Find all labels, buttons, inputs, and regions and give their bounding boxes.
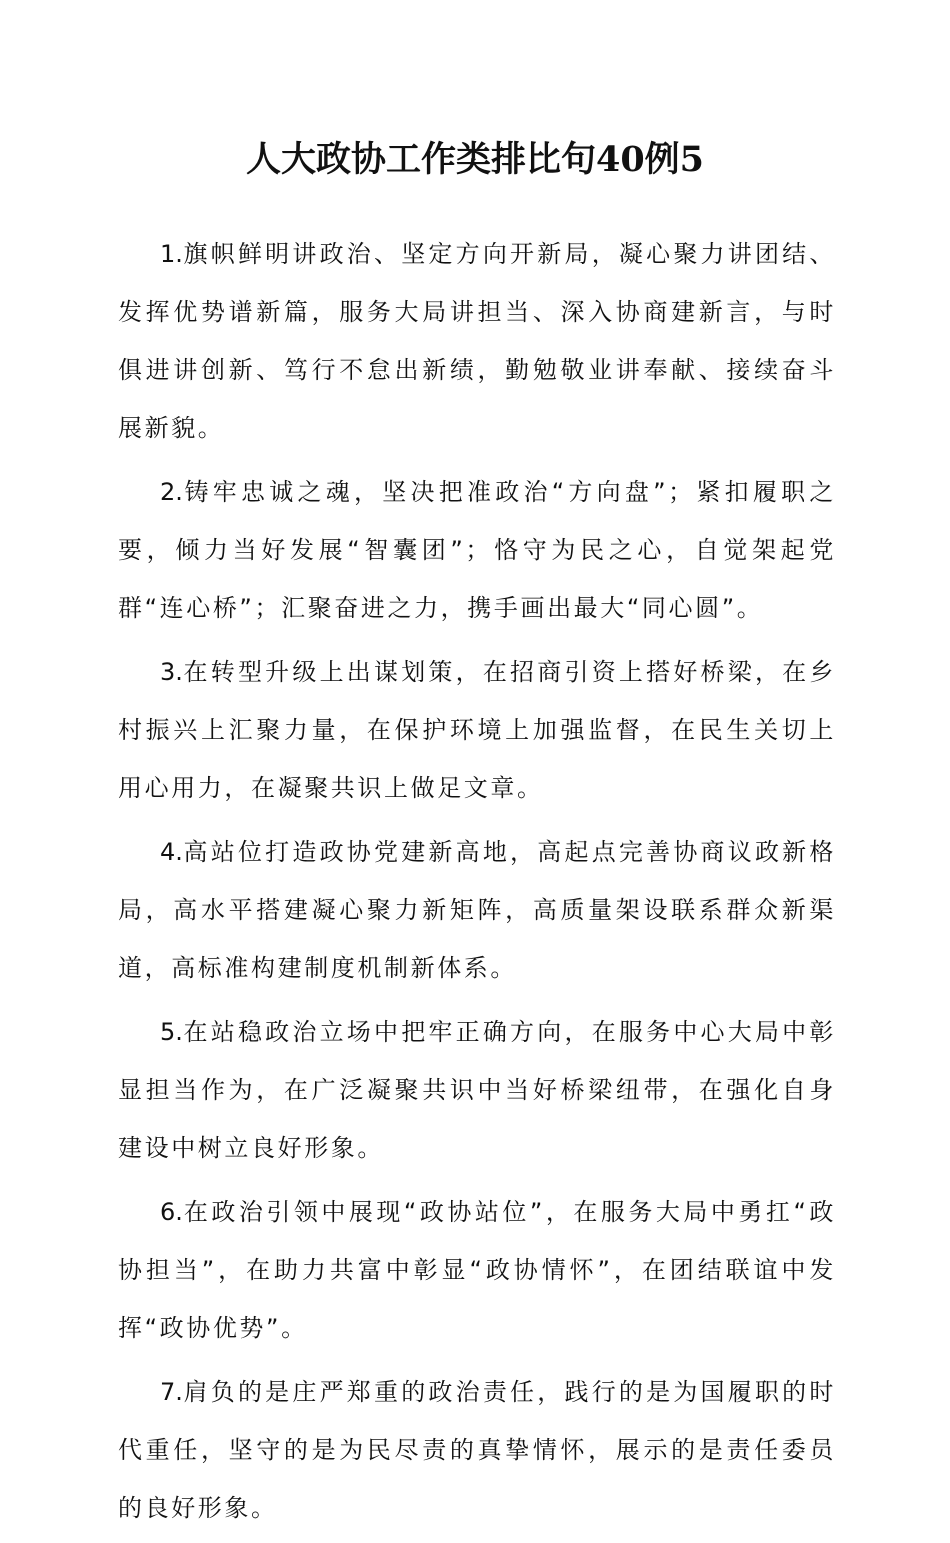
paragraph-item xyxy=(118,643,836,817)
document-body xyxy=(118,225,836,1543)
paragraph-text: 铸牢忠诚之魂，坚决把准政治“方向盘”；紧扣履职之要，倾力当好发展“智囊团”；恪守为民之心，自觉架起党群“连心桥”；汇聚奋进之力，携手画出最大“同心圆”。 xyxy=(118,478,836,622)
paragraph-item xyxy=(118,1363,836,1537)
paragraph-number: 3. xyxy=(160,658,183,686)
paragraph-text: 旗帜鲜明讲政治、坚定方向开新局，凝心聚力讲团结、发挥优势谱新篇，服务大局讲担当、深入协商建新言，与时俱进讲创新、笃行不怠出新绩，勤勉敬业讲奉献、接续奋斗展新貌。 xyxy=(118,240,836,442)
paragraph-text: 在政治引领中展现“政协站位”，在服务大局中勇扛“政协担当”，在助力共富中彰显“政协情怀”，在团结联谊中发挥“政协优势”。 xyxy=(118,1198,836,1342)
paragraph-number: 1. xyxy=(160,240,183,268)
paragraph-text: 在站稳政治立场中把牢正确方向，在服务中心大局中彰显担当作为，在广泛凝聚共识中当好桥梁纽带，在强化自身建设中树立良好形象。 xyxy=(118,1018,836,1162)
paragraph-item xyxy=(118,1003,836,1177)
paragraph-item xyxy=(118,1183,836,1357)
paragraph-text: 肩负的是庄严郑重的政治责任，践行的是为国履职的时代重任，坚守的是为民尽责的真挚情怀，展示的是责任委员的良好形象。 xyxy=(118,1378,836,1522)
paragraph-number: 6. xyxy=(160,1198,183,1226)
paragraph-text: 在转型升级上出谋划策，在招商引资上搭好桥梁，在乡村振兴上汇聚力量，在保护环境上加强监督，在民生关切上用心用力，在凝聚共识上做足文章。 xyxy=(118,658,836,802)
paragraph-number: 4. xyxy=(160,838,183,866)
document-title: 人大政协工作类排比句40例5 xyxy=(245,139,705,180)
paragraph-text: 高站位打造政协党建新高地，高起点完善协商议政新格局，高水平搭建凝心聚力新矩阵，高质量架设联系群众新渠道，高标准构建制度机制新体系。 xyxy=(118,838,836,982)
paragraph-item xyxy=(118,823,836,997)
paragraph-number: 7. xyxy=(160,1378,183,1406)
paragraph-item xyxy=(118,225,836,457)
paragraph-number: 5. xyxy=(160,1018,183,1046)
paragraph-item xyxy=(118,463,836,637)
paragraph-number: 2. xyxy=(160,478,183,506)
